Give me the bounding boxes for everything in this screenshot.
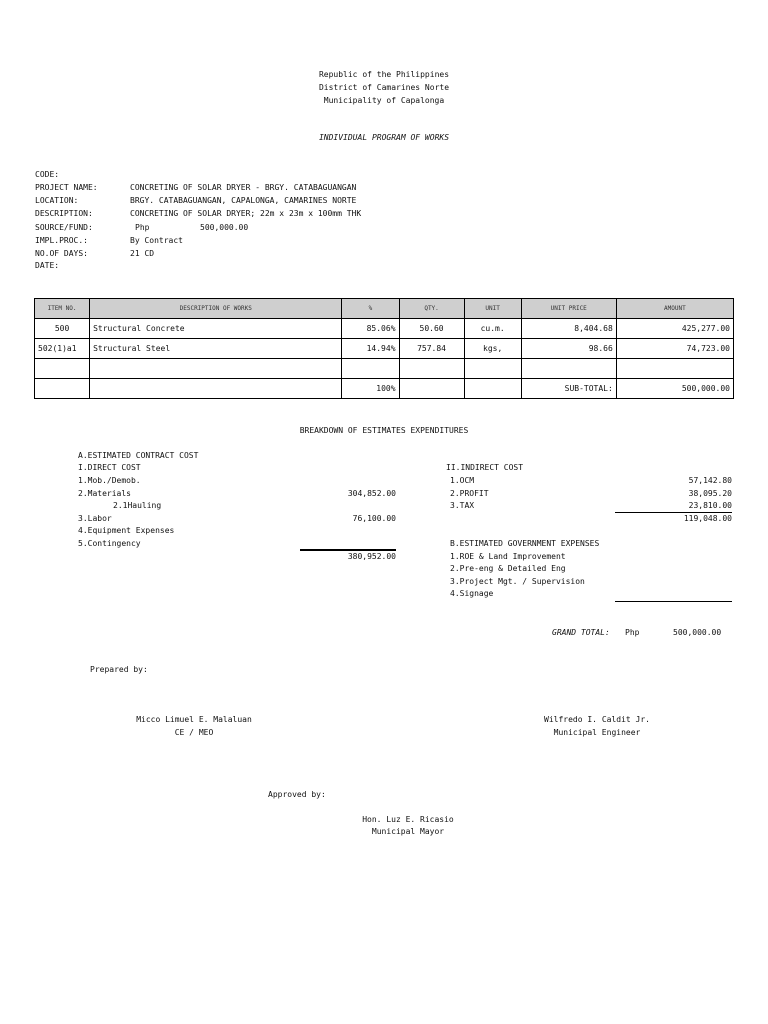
source-fund-currency: Php	[135, 223, 150, 232]
no-of-days-value: 21 CD	[130, 249, 155, 258]
header-qty: QTY.	[399, 299, 464, 319]
direct-item-label: 4.Equipment Expenses	[78, 526, 175, 535]
program-of-works-table	[34, 298, 734, 399]
code-label: CODE:	[35, 170, 60, 179]
no-of-days-label: NO.OF DAYS:	[35, 249, 88, 258]
description-label: DESCRIPTION:	[35, 209, 93, 218]
row-description: Structural Steel	[90, 339, 342, 359]
grand-total-label: GRAND TOTAL:	[552, 628, 610, 637]
indirect-item-label: 2.PROFIT	[450, 489, 489, 498]
location-value: BRGY. CATABAGUANGAN, CAPALONGA, CAMARINES NORTE	[130, 196, 357, 205]
description-value: CONCRETING OF SOLAR DRYER; 22m x 23m x 100mm THK	[130, 209, 362, 218]
gov-item-label: 2.Pre-eng & Detailed Eng	[450, 564, 566, 573]
table-header-row	[35, 299, 734, 319]
engineer-title: Municipal Engineer	[553, 728, 641, 737]
table-row-empty	[35, 359, 734, 379]
row-unit-price: 98.66	[521, 339, 616, 359]
table-row	[35, 339, 734, 359]
estimated-contract-cost-heading: A.ESTIMATED CONTRACT COST	[78, 451, 199, 460]
indirect-item-value: 38,095.20	[688, 489, 732, 498]
project-name-value: CONCRETING OF SOLAR DRYER - BRGY. CATABAGUANGAN	[130, 183, 357, 192]
row-description: Structural Concrete	[90, 319, 342, 339]
header-district: District of Camarines Norte	[318, 83, 450, 92]
source-fund-amount: 500,000.00	[200, 223, 249, 232]
header-republic: Republic of the Philippines	[318, 70, 450, 79]
header-unit-price: UNIT PRICE	[521, 299, 616, 319]
subtotal-value: 500,000.00	[616, 379, 733, 399]
row-unit: cu.m.	[464, 319, 521, 339]
direct-item-label: 2.1Hauling	[113, 501, 162, 510]
approver-name: Hon. Luz E. Ricasio	[362, 815, 454, 824]
direct-item-label: 3.Labor	[78, 514, 112, 523]
location-label: LOCATION:	[35, 196, 79, 205]
row-qty: 757.84	[399, 339, 464, 359]
subtotal-label: SUB-TOTAL:	[521, 379, 616, 399]
direct-cost-heading: I.DIRECT COST	[78, 463, 141, 472]
header-amount: AMOUNT	[616, 299, 733, 319]
breakdown-title: BREAKDOWN OF ESTIMATES EXPENDITURES	[299, 426, 469, 435]
project-name-label: PROJECT NAME:	[35, 183, 98, 192]
row-amount: 425,277.00	[616, 319, 733, 339]
row-unit-price: 8,404.68	[521, 319, 616, 339]
header-description: DESCRIPTION OF WORKS	[90, 299, 342, 319]
direct-item-label: 5.Contingency	[78, 539, 141, 548]
indirect-cost-heading: II.INDIRECT COST	[446, 463, 524, 472]
header-unit: UNIT	[464, 299, 521, 319]
prepared-by-label: Prepared by:	[90, 665, 148, 674]
preparer-title: CE / MEO	[174, 728, 214, 737]
direct-item-label: 2.Materials	[78, 489, 131, 498]
direct-total-rule	[300, 549, 396, 551]
table-subtotal-row	[35, 379, 734, 399]
engineer-name: Wilfredo I. Caldit Jr.	[544, 715, 650, 724]
date-label: DATE:	[35, 261, 60, 270]
approved-by-label: Approved by:	[268, 790, 326, 799]
direct-total-value: 380,952.00	[347, 552, 396, 561]
direct-item-value: 304,852.00	[347, 489, 396, 498]
header-municipality: Municipality of Capalonga	[323, 96, 445, 105]
gov-item-label: 1.ROE & Land Improvement	[450, 552, 566, 561]
row-percent: 14.94%	[342, 339, 399, 359]
header-percent: %	[342, 299, 399, 319]
indirect-total-value: 119,048.00	[683, 514, 732, 523]
direct-item-label: 1.Mob./Demob.	[78, 476, 141, 485]
source-fund-label: SOURCE/FUND:	[35, 223, 93, 232]
row-qty: 50.60	[399, 319, 464, 339]
indirect-item-value: 23,810.00	[688, 501, 732, 510]
gov-total-rule	[615, 601, 732, 602]
direct-item-value: 76,100.00	[352, 514, 396, 523]
impl-proc-value: By Contract	[130, 236, 183, 245]
row-amount: 74,723.00	[616, 339, 733, 359]
approver-title: Municipal Mayor	[371, 827, 445, 836]
gov-item-label: 3.Project Mgt. / Supervision	[450, 577, 585, 586]
row-unit: kgs,	[464, 339, 521, 359]
header-item-no: ITEM NO.	[35, 299, 90, 319]
indirect-item-value: 57,142.80	[688, 476, 732, 485]
grand-total-value: 500,000.00	[673, 628, 722, 637]
row-item-no: 500	[35, 319, 90, 339]
total-percent: 100%	[342, 379, 399, 399]
government-expenses-heading: B.ESTIMATED GOVERNMENT EXPENSES	[450, 539, 600, 548]
table-row	[35, 319, 734, 339]
indirect-total-rule	[615, 512, 732, 513]
preparer-name: Micco Limuel E. Malaluan	[136, 715, 252, 724]
impl-proc-label: IMPL.PROC.:	[35, 236, 88, 245]
gov-item-label: 4.Signage	[450, 589, 494, 598]
row-percent: 85.06%	[342, 319, 399, 339]
document-title: INDIVIDUAL PROGRAM OF WORKS	[318, 133, 450, 142]
indirect-item-label: 3.TAX	[450, 501, 475, 510]
row-item-no: 502(1)a1	[35, 339, 90, 359]
indirect-item-label: 1.OCM	[450, 476, 475, 485]
grand-total-currency: Php	[625, 628, 640, 637]
